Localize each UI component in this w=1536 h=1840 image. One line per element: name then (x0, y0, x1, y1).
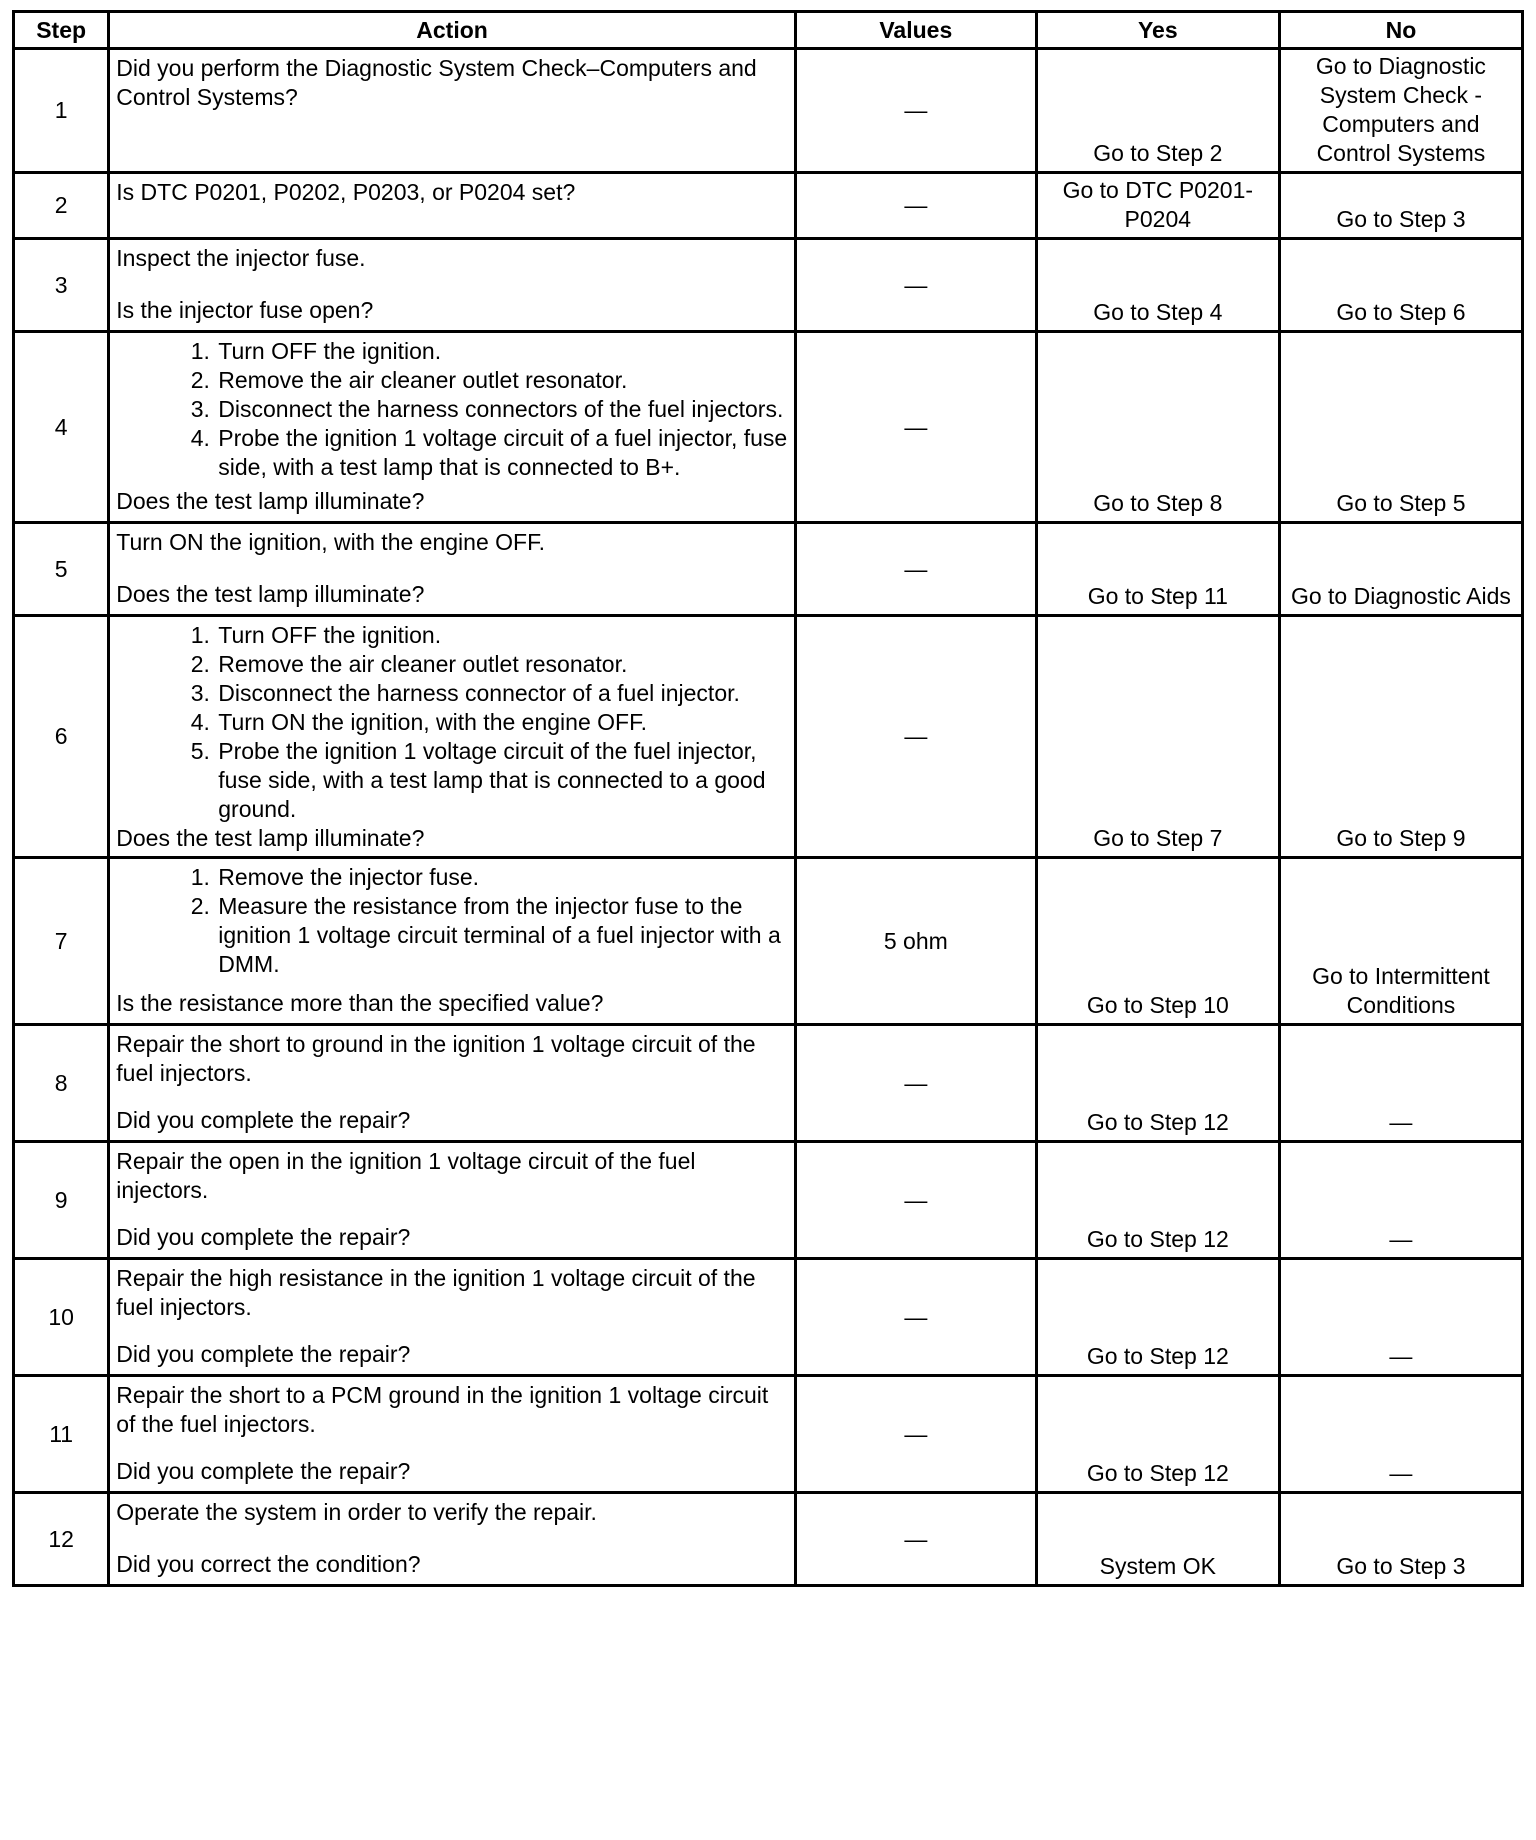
values-cell: — (795, 1025, 1036, 1142)
table-row (14, 858, 1523, 1025)
no-result: — (1279, 1142, 1522, 1259)
yes-result: Go to Step 4 (1036, 239, 1279, 332)
step-number: 3 (14, 239, 109, 332)
action-step-item: 3. Disconnect the harness connector of a fuel injector. (216, 679, 788, 708)
yes-result: Go to Step 2 (1036, 49, 1279, 173)
action-content (116, 1381, 788, 1486)
header-step: Step (14, 12, 109, 49)
step-number: 11 (14, 1376, 109, 1493)
action-content (116, 1498, 788, 1579)
action-top (116, 1498, 788, 1527)
no-result: Go to Step 3 (1279, 1493, 1522, 1586)
action-cell (109, 1376, 796, 1493)
values-cell: — (795, 616, 1036, 858)
step-number: 12 (14, 1493, 109, 1586)
yes-result: Go to Step 8 (1036, 332, 1279, 523)
header-action: Action (109, 12, 796, 49)
action-cell (109, 858, 796, 1025)
action-content (116, 1264, 788, 1369)
action-content (116, 1147, 788, 1252)
action-top (116, 621, 788, 824)
values-cell: — (795, 173, 1036, 239)
table-row (14, 1259, 1523, 1376)
header-yes: Yes (1036, 12, 1279, 49)
table-row (14, 173, 1523, 239)
action-step-item: 1. Turn OFF the ignition. (216, 621, 788, 650)
action-step-item: 4. Turn ON the ignition, with the engine OFF. (216, 708, 788, 737)
no-result: Go to Diagnostic System Check - Computers and Control Systems (1279, 49, 1522, 173)
table-row (14, 239, 1523, 332)
action-step-item: 4. Probe the ignition 1 voltage circuit of a fuel injector, fuse side, with a test lamp that is connected to B+. (216, 424, 788, 482)
header-values: Values (795, 12, 1036, 49)
action-cell (109, 49, 796, 173)
table-row (14, 1142, 1523, 1259)
step-number: 5 (14, 523, 109, 616)
action-intro: Operate the system in order to verify the repair. (116, 1499, 597, 1525)
action-question: Is the injector fuse open? (116, 297, 374, 323)
step-number: 10 (14, 1259, 109, 1376)
table-row (14, 1493, 1523, 1586)
step-number: 1 (14, 49, 109, 173)
no-result: — (1279, 1376, 1522, 1493)
table-body (14, 49, 1523, 1586)
step-number: 9 (14, 1142, 109, 1259)
action-top (116, 863, 788, 979)
diagnostic-table (12, 10, 1524, 1587)
action-cell (109, 616, 796, 858)
yes-result: Go to Step 12 (1036, 1259, 1279, 1376)
action-question: Did you complete the repair? (116, 1458, 411, 1484)
no-result: Go to Step 9 (1279, 616, 1522, 858)
action-top (116, 244, 788, 273)
step-number: 4 (14, 332, 109, 523)
action-step-item: 1. Turn OFF the ignition. (216, 337, 788, 366)
step-number: 2 (14, 173, 109, 239)
no-result: Go to Step 5 (1279, 332, 1522, 523)
step-number: 6 (14, 616, 109, 858)
action-step-item: 3. Disconnect the harness connectors of the fuel injectors. (216, 395, 788, 424)
action-step-item: 1. Remove the injector fuse. (216, 863, 788, 892)
step-number: 8 (14, 1025, 109, 1142)
action-cell (109, 1493, 796, 1586)
yes-result: Go to Step 7 (1036, 616, 1279, 858)
action-content (116, 1030, 788, 1135)
action-question: Is the resistance more than the specified value? (116, 990, 604, 1016)
action-content (116, 244, 788, 325)
table-row (14, 616, 1523, 858)
table-row (14, 1025, 1523, 1142)
action-steps-list (116, 621, 788, 824)
action-content (116, 178, 788, 226)
table-row (14, 49, 1523, 173)
table-row (14, 332, 1523, 523)
no-result: Go to Diagnostic Aids (1279, 523, 1522, 616)
action-top (116, 337, 788, 482)
action-top (116, 1264, 788, 1322)
action-top (116, 54, 788, 112)
action-top (116, 1381, 788, 1439)
action-content (116, 863, 788, 1018)
action-top (116, 1030, 788, 1088)
action-question: Does the test lamp illuminate? (116, 488, 425, 514)
table-header (14, 12, 1523, 49)
no-result: Go to Intermittent Conditions (1279, 858, 1522, 1025)
action-content (116, 337, 788, 516)
action-intro: Repair the open in the ignition 1 voltage circuit of the fuel injectors. (116, 1148, 696, 1203)
action-intro: Repair the short to ground in the ignition 1 voltage circuit of the fuel injectors. (116, 1031, 756, 1086)
no-result: Go to Step 6 (1279, 239, 1522, 332)
header-row (14, 12, 1523, 49)
diagnostic-table-container (12, 10, 1524, 1587)
yes-result: Go to Step 12 (1036, 1142, 1279, 1259)
action-cell (109, 523, 796, 616)
table-row (14, 523, 1523, 616)
action-cell (109, 173, 796, 239)
action-content (116, 621, 788, 853)
action-question: Does the test lamp illuminate? (116, 581, 425, 607)
table-row (14, 1376, 1523, 1493)
action-intro: Repair the short to a PCM ground in the ignition 1 voltage circuit of the fuel injectors. (116, 1382, 769, 1437)
values-cell: — (795, 1259, 1036, 1376)
action-top (116, 528, 788, 557)
yes-result: Go to DTC P0201-P0204 (1036, 173, 1279, 239)
values-cell: — (795, 49, 1036, 173)
no-result: — (1279, 1025, 1522, 1142)
yes-result: Go to Step 10 (1036, 858, 1279, 1025)
no-result: Go to Step 3 (1279, 173, 1522, 239)
action-cell (109, 1259, 796, 1376)
no-result: — (1279, 1259, 1522, 1376)
action-intro: Is DTC P0201, P0202, P0203, or P0204 set? (116, 179, 576, 205)
action-top (116, 1147, 788, 1205)
action-step-item: 2. Measure the resistance from the injector fuse to the ignition 1 voltage circuit terminal of a fuel injector with a DMM. (216, 892, 788, 979)
action-steps-list (116, 863, 788, 979)
action-top (116, 178, 788, 207)
yes-result: Go to Step 12 (1036, 1025, 1279, 1142)
values-cell: — (795, 1493, 1036, 1586)
action-intro: Repair the high resistance in the ignition 1 voltage circuit of the fuel injectors. (116, 1265, 756, 1320)
yes-result: Go to Step 12 (1036, 1376, 1279, 1493)
header-no: No (1279, 12, 1522, 49)
action-step-item: 2. Remove the air cleaner outlet resonator. (216, 366, 788, 395)
yes-result: System OK (1036, 1493, 1279, 1586)
action-cell (109, 1142, 796, 1259)
step-number: 7 (14, 858, 109, 1025)
action-cell (109, 332, 796, 523)
values-cell: — (795, 1376, 1036, 1493)
action-intro: Turn ON the ignition, with the engine OFF. (116, 529, 545, 555)
action-intro: Did you perform the Diagnostic System Check–Computers and Control Systems? (116, 55, 757, 110)
yes-result: Go to Step 11 (1036, 523, 1279, 616)
action-question: Does the test lamp illuminate? (116, 825, 425, 851)
action-content (116, 528, 788, 609)
values-cell: 5 ohm (795, 858, 1036, 1025)
values-cell: — (795, 332, 1036, 523)
values-cell: — (795, 523, 1036, 616)
values-cell: — (795, 1142, 1036, 1259)
action-step-item: 5. Probe the ignition 1 voltage circuit of the fuel injector, fuse side, with a test lamp that is connected to a good ground. (216, 737, 788, 824)
action-question: Did you correct the condition? (116, 1551, 421, 1577)
action-content (116, 54, 788, 146)
action-question: Did you complete the repair? (116, 1107, 411, 1133)
values-cell: — (795, 239, 1036, 332)
action-question: Did you complete the repair? (116, 1224, 411, 1250)
action-question: Did you complete the repair? (116, 1341, 411, 1367)
action-cell (109, 239, 796, 332)
action-steps-list (116, 337, 788, 482)
action-intro: Inspect the injector fuse. (116, 245, 366, 271)
action-cell (109, 1025, 796, 1142)
action-step-item: 2. Remove the air cleaner outlet resonator. (216, 650, 788, 679)
